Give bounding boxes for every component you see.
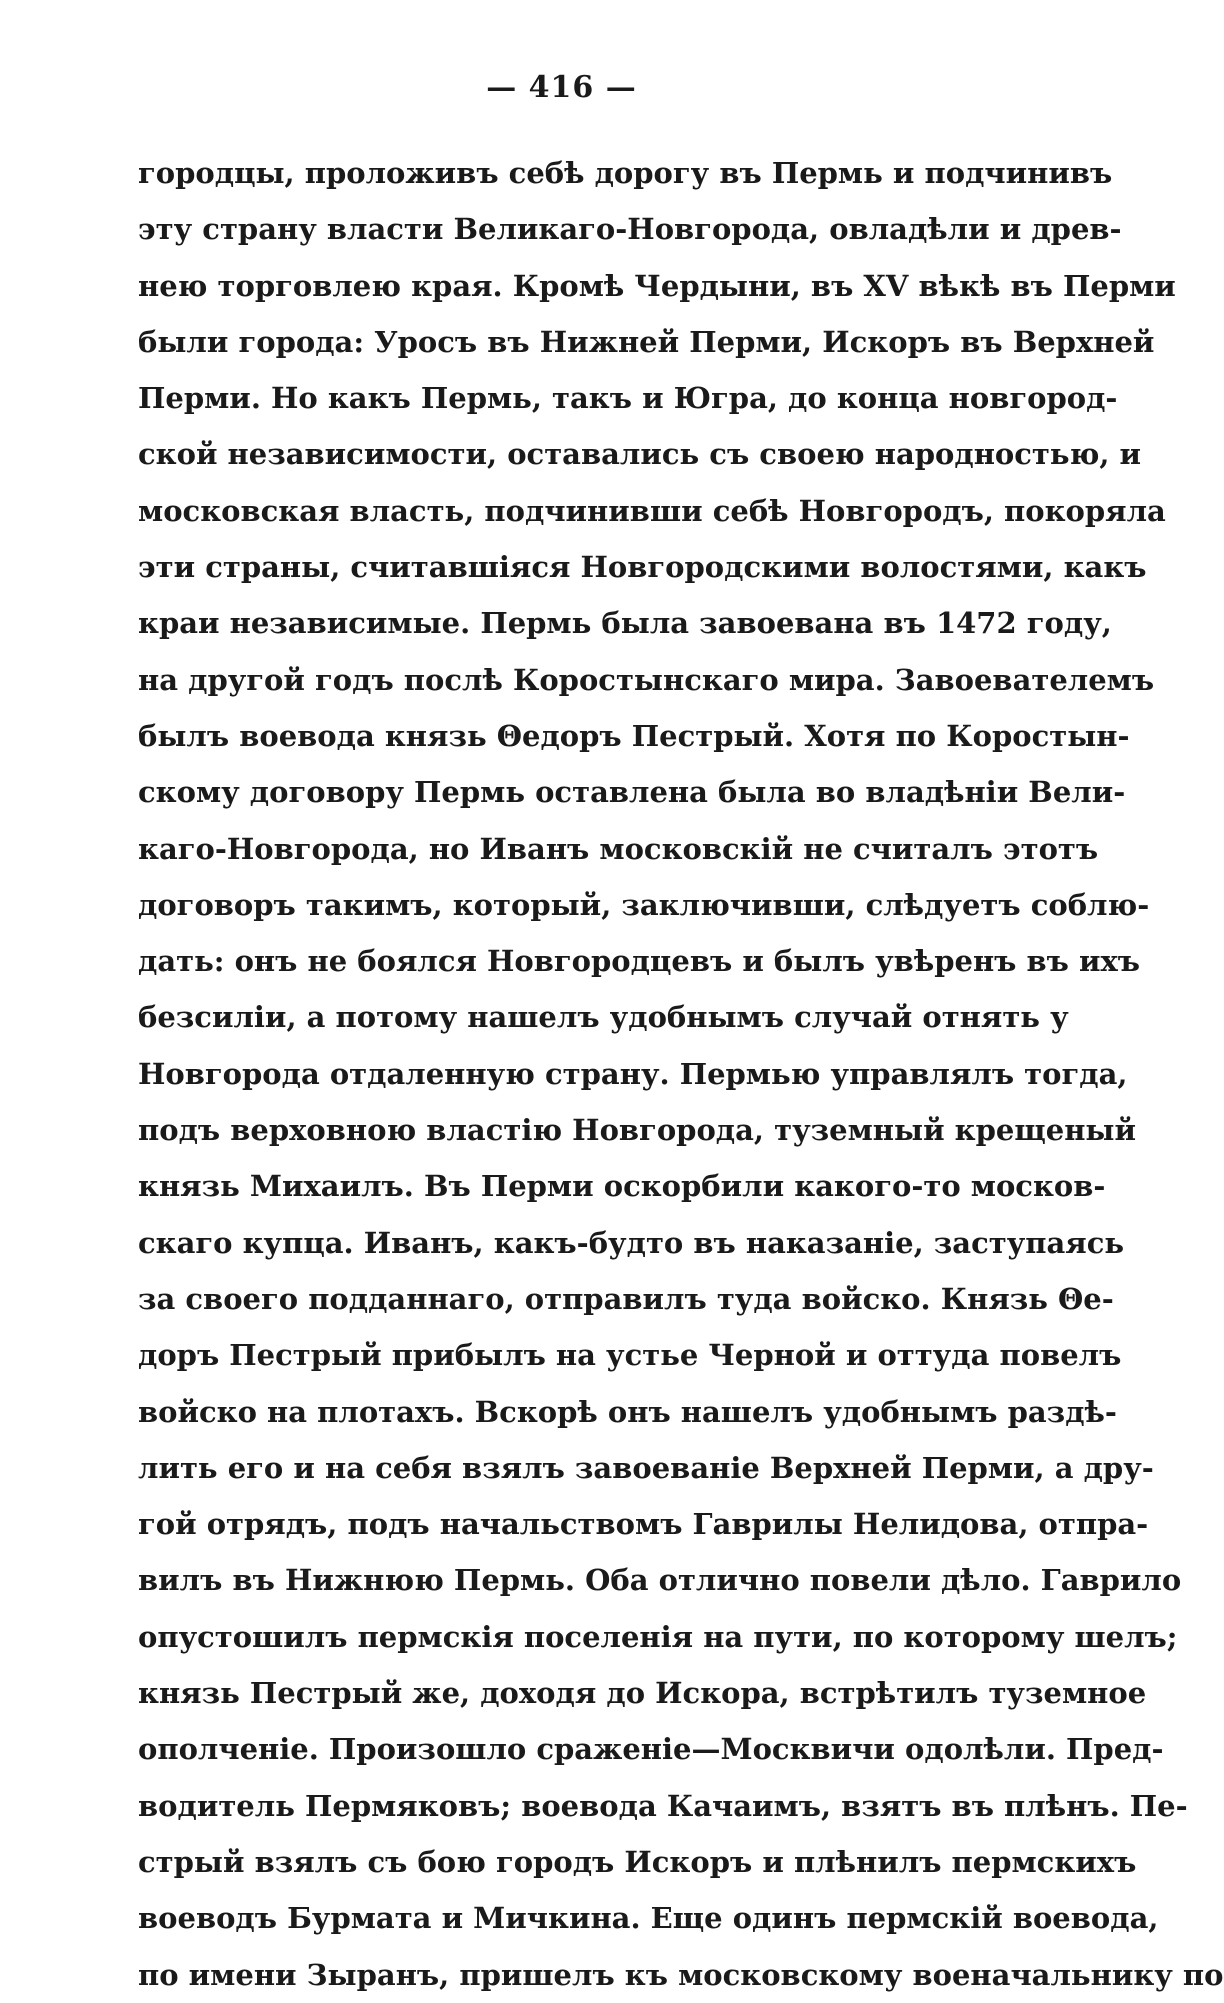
text-line: опустошилъ пермскія поселенія на пути, по которому шелъ;	[138, 1619, 1178, 1654]
text-line: Новгорода отдаленную страну. Пермью управлялъ тогда,	[138, 1056, 1128, 1091]
page-text	[138, 145, 1224, 2003]
text-line: ополченіе. Произошло сраженіе—Москвичи одолѣли. Пред-	[138, 1732, 1164, 1767]
text-line: дать: онъ не боялся Новгородцевъ и былъ увѣренъ въ ихъ	[138, 944, 1141, 979]
page-number: — 416 —	[486, 70, 637, 105]
text-line: войско на плотахъ. Вскорѣ онъ нашелъ удобнымъ раздѣ-	[138, 1394, 1117, 1429]
text-line: доръ Пестрый прибылъ на устье Черной и оттуда повелъ	[138, 1338, 1122, 1373]
text-line: эту страну власти Великаго-Новгорода, овладѣли и древ-	[138, 212, 1122, 247]
text-line: нею торговлею края. Кромѣ Чердыни, въ XV вѣкѣ въ Перми	[138, 268, 1176, 303]
text-line: каго-Новгорода, но Иванъ московскій не считалъ этотъ	[138, 831, 1099, 866]
text-line: договоръ такимъ, который, заключивши, слѣдуетъ соблю-	[138, 887, 1150, 922]
text-line: былъ воевода князь Θедоръ Пестрый. Хотя по Коростын-	[138, 718, 1130, 753]
text-line: скому договору Пермь оставлена была во владѣніи Вели-	[138, 775, 1126, 810]
text-line: Перми. Но какъ Пермь, такъ и Югра, до конца новгород-	[138, 381, 1118, 416]
text-line: городцы, проложивъ себѣ дорогу въ Пермь и подчинивъ	[138, 156, 1113, 190]
text-line: были города: Уросъ въ Нижней Перми, Искоръ въ Верхней	[138, 324, 1155, 359]
text-line: водитель Пермяковъ; воевода Качаимъ, взятъ въ плѣнъ. Пе-	[138, 1788, 1188, 1823]
text-line: лить его и на себя взялъ завоеваніе Верхней Перми, а дру-	[138, 1450, 1154, 1485]
text-line: подъ верховною властію Новгорода, туземный крещеный	[138, 1113, 1136, 1148]
text-line: московская власть, подчинивши себѣ Новгородъ, покоряла	[138, 493, 1166, 528]
text-line: краи независимые. Пермь была завоевана въ 1472 году,	[138, 606, 1112, 641]
text-line: по имени Зыранъ, пришелъ къ московскому военачальнику по	[138, 1957, 1224, 1992]
text-line: безсиліи, а потому нашелъ удобнымъ случай отнять у	[138, 1000, 1069, 1035]
text-line: скаго купца. Иванъ, какъ-будто въ наказаніе, заступаясь	[138, 1225, 1125, 1260]
text-line: ской независимости, оставались съ своею народностью, и	[138, 437, 1142, 472]
text-line: князь Михаилъ. Въ Перми оскорбили какого-то москов-	[138, 1169, 1106, 1204]
text-line: на другой годъ послѣ Коростынскаго мира. Завоевателемъ	[138, 662, 1155, 697]
text-line: воеводъ Бурмата и Мичкина. Еще одинъ пермскій воевода,	[138, 1901, 1159, 1936]
text-line: стрый взялъ съ бою городъ Искоръ и плѣнилъ пермскихъ	[138, 1844, 1137, 1879]
text-line: вилъ въ Нижнюю Пермь. Оба отлично повели дѣло. Гаврило	[138, 1563, 1182, 1598]
text-line: гой отрядъ, подъ начальствомъ Гаврилы Нелидова, отпра-	[138, 1507, 1149, 1542]
text-line: за своего подданнаго, отправилъ туда войско. Князь Θе-	[138, 1281, 1114, 1316]
text-line: эти страны, считавшіяся Новгородскими волостями, какъ	[138, 550, 1147, 585]
text-line: князь Пестрый же, доходя до Искора, встрѣтилъ туземное	[138, 1676, 1147, 1711]
